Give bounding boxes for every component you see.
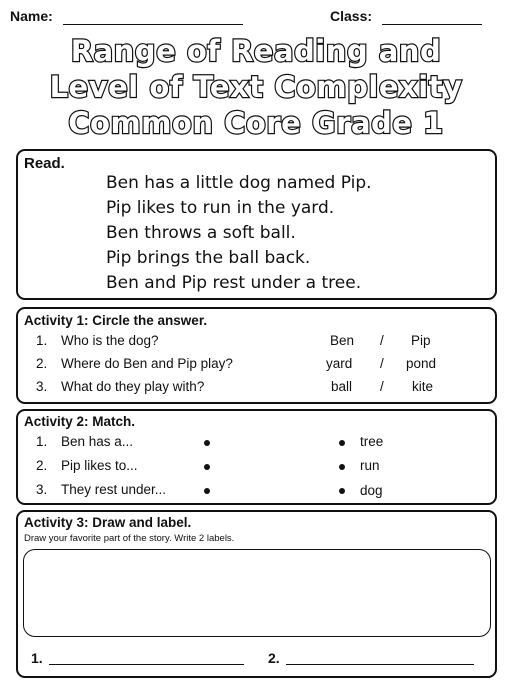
a1-q1-text: Who is the dog? — [61, 333, 159, 348]
a2-left-2-text: Pip likes to... — [61, 458, 138, 473]
story-line-1: Ben has a little dog named Pip. — [106, 173, 372, 193]
class-label: Class: — [330, 8, 373, 24]
a1-q3-option-b[interactable]: kite — [412, 379, 434, 394]
activity2-heading: Activity 2: Match. — [24, 414, 136, 429]
a1-q1-option-a[interactable]: Ben — [330, 333, 355, 348]
activity3-instruction: Draw your favorite part of the story. Write 2 labels. — [24, 533, 235, 544]
label-1-blank[interactable] — [49, 664, 244, 665]
worksheet-title — [0, 33, 512, 141]
a2-left-1-num: 1. — [36, 434, 48, 449]
title-line-3: Common Core Grade 1 — [68, 106, 444, 140]
activity3-heading: Activity 3: Draw and label. — [24, 515, 192, 530]
story-line-5: Ben and Pip rest under a tree. — [106, 273, 362, 293]
a1-q2-separator: / — [380, 356, 384, 371]
name-label: Name: — [10, 8, 53, 24]
a1-q2-num: 2. — [36, 356, 48, 371]
title-line-1: Range of Reading and — [70, 34, 442, 68]
a2-right-2-dot[interactable] — [339, 464, 345, 470]
activity1-heading: Activity 1: Circle the answer. — [24, 313, 208, 328]
label-1-num: 1. — [31, 650, 43, 666]
a1-q1-option-b[interactable]: Pip — [411, 333, 431, 348]
class-blank[interactable] — [382, 24, 482, 25]
a2-right-2-text: run — [360, 458, 380, 473]
a2-right-1-dot[interactable] — [339, 440, 345, 446]
a2-left-3-dot[interactable] — [204, 488, 210, 494]
a2-right-3-text: dog — [360, 483, 383, 498]
a1-q3-text: What do they play with? — [61, 379, 205, 394]
a2-right-1-text: tree — [360, 434, 384, 449]
label-2-blank[interactable] — [286, 664, 474, 665]
a2-left-2-dot[interactable] — [204, 464, 210, 470]
a1-q1-num: 1. — [36, 333, 48, 348]
a2-left-3-text: They rest under... — [61, 482, 167, 497]
a1-q2-text: Where do Ben and Pip play? — [61, 356, 233, 371]
a1-q3-option-a[interactable]: ball — [331, 379, 353, 394]
a2-left-2-num: 2. — [36, 458, 48, 473]
a2-left-3-num: 3. — [36, 482, 48, 497]
label-2-num: 2. — [268, 650, 280, 666]
name-blank[interactable] — [63, 24, 243, 25]
a1-q2-option-b[interactable]: pond — [406, 356, 437, 371]
a2-left-1-dot[interactable] — [204, 440, 210, 446]
a1-q3-separator: / — [380, 379, 384, 394]
story-line-3: Ben throws a soft ball. — [106, 223, 296, 243]
story-line-2: Pip likes to run in the yard. — [106, 198, 335, 218]
a1-q2-option-a[interactable]: yard — [326, 356, 353, 371]
a2-right-3-dot[interactable] — [339, 488, 345, 494]
drawing-area[interactable] — [23, 549, 491, 637]
a1-q1-separator: / — [380, 333, 384, 348]
title-line-2: Level of Text Complexity — [49, 70, 463, 104]
a1-q3-num: 3. — [36, 379, 48, 394]
reading-heading: Read. — [24, 155, 65, 172]
a2-left-1-text: Ben has a... — [61, 434, 134, 449]
story-line-4: Pip brings the ball back. — [106, 248, 311, 268]
